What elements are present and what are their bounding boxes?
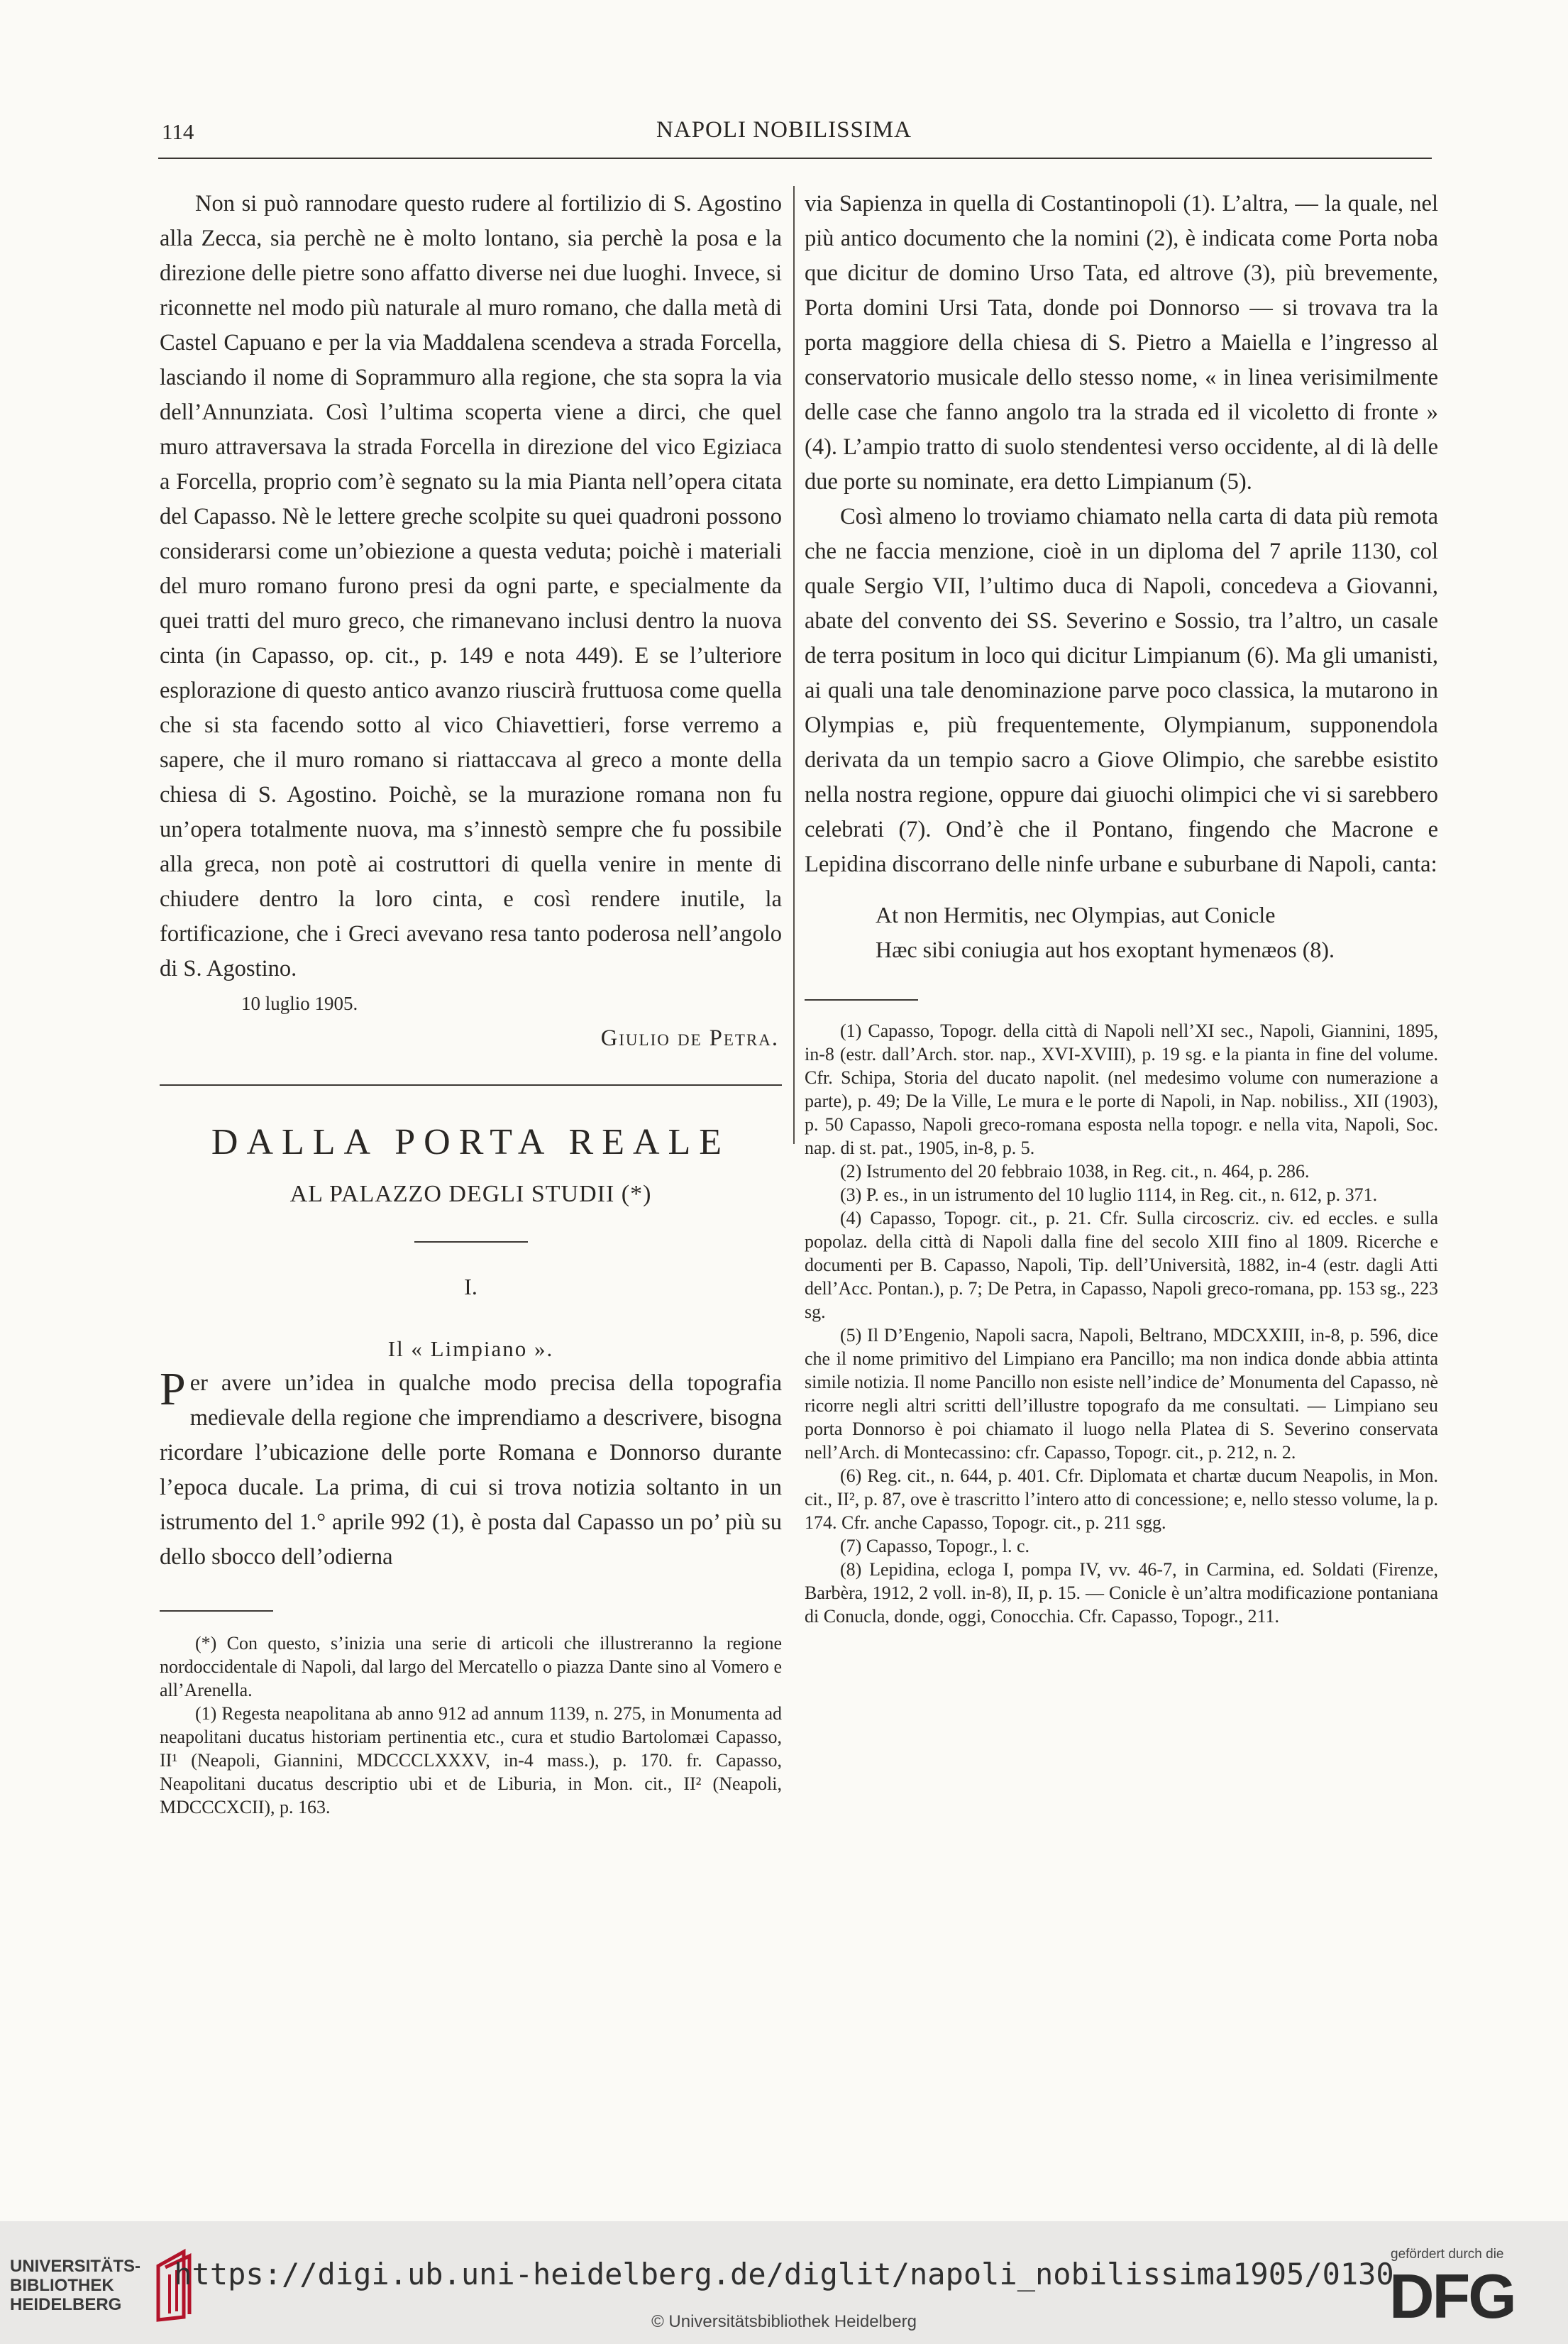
footnote: (6) Reg. cit., n. 644, p. 401. Cfr. Diplomata et chartæ ducum Neapolis, in Mon. cit., II², p. 87, ove è trascritto l’intero atto di concessione; e, nello stesso volume, la p. 174. Cfr. anche Capasso, Topogr. cit., p. 211 sgg.	[805, 1465, 1438, 1533]
footnote: (*) Con questo, s’inizia una serie di articoli che illustreranno la regione nordoccidentale di Napoli, dal largo del Mercatello o piazza Dante sino al Vomero e all’Arenella.	[160, 1633, 782, 1700]
section-rule	[160, 1084, 782, 1086]
library-name-line: HEIDELBERG	[10, 2295, 122, 2314]
left-column	[160, 187, 782, 1819]
verse-line: Hæc sibi coniugia aut hos exoptant hymenæos (8).	[876, 937, 1335, 962]
drop-cap: P	[160, 1363, 186, 1415]
section-number: I.	[464, 1274, 477, 1299]
footnote: (1) Capasso, Topogr. della città di Napoli nell’XI sec., Napoli, Giannini, 1895, in-8 (estr. dall’Arch. stor. nap., XVI-XVIII), p. 19 sg. e la pianta in fine del volume. Cfr. Schipa, Storia del ducato napolit. (nel medesimo volume con numerazione a parte), p. 49; De la Ville, Le mura e le porte di Napoli, in Nap. nobiliss., XII (1903), p. 50 Capasso, Napoli greco-romana esposta nella topogr. e nella vita, Napoli, Soc. nap. di st. pat., 1905, in-8, p. 5.	[805, 1020, 1438, 1158]
dfg-logo: DFG	[1389, 2261, 1515, 2331]
body-paragraph: Così almeno lo troviamo chiamato nella carta di data più remota che ne faccia menzione, cioè in un diploma del 7 aprile 1130, col quale Sergio VII, l’ultimo duca di Napoli, concedeva a Giovanni, abate del convento dei SS. Severino e Sossio, tra l’altro, un casale de terra positum in loco qui dicitur Limpianum (6). Ma gli umanisti, ai quali una tale denominazione parve poco classica, la mutarono in Olympias e, più frequentemente, Olympianum, supponendola derivata da un tempio sacro a Giove Olimpio, che sarebbe esistito nella nostra regione, oppure dai giuochi olimpici che vi si sarebbero celebrati (7). Ond’è che il Pontano, fingendo che Macrone e Lepidina discorrano delle ninfe urbane e suburbane di Napoli, canta:	[805, 504, 1438, 877]
footnote: (7) Capasso, Topogr., l. c.	[840, 1536, 1030, 1556]
library-name-line: UNIVERSITÄTS-	[10, 2257, 141, 2276]
page-number: 114	[162, 119, 194, 144]
article-paragraph-text: er avere un’idea in qualche modo precisa della topografia medievale della regione che imprendiamo a descrivere, bisogna ricordare l’ubicazione delle porte Romana e Donnorso durante l’epoca ducale. La prima, di cui si trova notizia soltanto in un istrumento del 1.° aprile 992 (1), è posta dal Capasso un po’ più su dello sbocco dell’odierna	[160, 1370, 782, 1570]
funded-by-label: gefördert durch die	[1391, 2247, 1504, 2262]
article-subtitle: AL PALAZZO DEGLI STUDII (*)	[289, 1181, 652, 1207]
title-rule	[414, 1241, 528, 1243]
author-signature: Giulio de Petra.	[600, 1025, 779, 1051]
header-rule	[158, 158, 1432, 159]
footnote: (4) Capasso, Topogr. cit., p. 21. Cfr. Sulla circoscriz. civ. ed eccles. e sulla popolaz. della città di Napoli dalla fine del secolo XIII fino al 1809. Ricerche e documenti per B. Capasso, Napoli, Tip. dell’Università, 1882, in-4 (estr. dagli Atti dell’Acc. Pontan.), p. 7; De Petra, in Capasso, Napoli greco-romana, pp. 153 sg., 223 sg.	[805, 1208, 1438, 1322]
body-paragraph: Non si può rannodare questo rudere al fortilizio di S. Agostino alla Zecca, sia perchè ne è molto lontano, sia perchè la posa e la direzione delle pietre sono affatto diverse nei due luoghi. Invece, si riconnette nel modo più naturale al muro romano, che dalla metà di Castel Capuano e per la via Maddalena scendeva a strada Forcella, lasciando il nome di Soprammuro alla regione, che sta sopra la via dell’Annunziata. Così l’ultima scoperta viene a dirci, che quel muro attraversava la strada Forcella in direzione del vico Egiziaca a Forcella, proprio com’è segnato su la mia Pianta nell’opera citata del Capasso. Nè le lettere greche scolpite su quei quadroni possono considerarsi come un’obiezione a questa veduta; poichè i materiali del muro romano furono presi da ogni parte, e specialmente da quei tratti del muro greco, che rimanevano inclusi dentro la nuova cinta (in Capasso, op. cit., p. 149 e nota 449). E se l’ulteriore esplorazione di questo antico avanzo riuscirà fruttuosa come quella che si sta facendo sotto al vico Chiavettieri, forse verremo a sapere, che il muro romano si riattaccava al greco a monte della chiesa di S. Agostino. Poichè, se la murazione romana non fu un’opera totalmente nuova, ma s’innestò sempre che fu possibile alla greca, non potè ai costruttori di quella venire in mente di chiudere dentro la loro cinta, e così rendere inutile, la fortificazione, che i Greci avevano resa tanto poderosa nell’angolo di S. Agostino.	[160, 191, 782, 981]
permalink-url[interactable]: https://digi.ub.uni-heidelberg.de/diglit/napoli_nobilissima1905/0130	[174, 2257, 1394, 2291]
article-first-paragraph	[160, 1363, 782, 1575]
footnotes-right	[805, 1019, 1438, 1628]
copyright-notice: © Universitätsbibliothek Heidelberg	[651, 2312, 917, 2331]
footnote: (3) P. es., in un istrumento del 10 luglio 1114, in Reg. cit., n. 612, p. 371.	[840, 1184, 1378, 1205]
right-column	[805, 187, 1438, 1628]
verse-line: At non Hermitis, nec Olympias, aut Conicle	[876, 902, 1276, 928]
footnote: (1) Regesta neapolitana ab anno 912 ad annum 1139, n. 275, in Monumenta ad neapolitani ducatus historiam pertinentia etc., cura et studio Bartolomæi Capasso, II¹ (Neapoli, Giannini, MDCCCLXXXV, in-4 mass.), p. 170. fr. Capasso, Neapolitani ducatus descriptio ubi et de Liburia, in Mon. cit., II² (Neapoli, MDCCCXCII), p. 163.	[160, 1703, 782, 1817]
footnote: (8) Lepidina, ecloga I, pompa IV, vv. 46-7, in Carmina, ed. Soldati (Firenze, Barbèra, 1912, 2 voll. in-8), II, p. 15. — Conicle è un’altra modificazione pontaniana di Conucla, donde, oggi, Conocchia. Cfr. Capasso, Topogr., 211.	[805, 1559, 1438, 1627]
footnote-rule	[805, 999, 918, 1001]
article-title: DALLA PORTA REALE	[211, 1122, 731, 1162]
body-paragraph: via Sapienza in quella di Costantinopoli (1). L’altra, — la quale, nel più antico documento che la nomini (2), è indicata come Porta noba que dicitur de domino Urso Tata, ed altrove (3), più brevemente, Porta domini Ursi Tata, donde poi Donnorso — si trovava tra la porta maggiore della chiesa di S. Pietro a Maiella e l’ingresso al conservatorio musicale dello stesso nome, « in linea verisimilmente delle case che fanno angolo tra la strada ed il vicoletto di fronte » (4). L’ampio tratto di suolo stendentesi verso occidente, al di là delle due porte su nominate, era detto Limpianum (5).	[805, 191, 1438, 495]
library-name-line: BIBLIOTHEK	[10, 2276, 114, 2295]
column-divider	[793, 186, 795, 1144]
footnotes-left	[160, 1632, 782, 1819]
footnote: (2) Istrumento del 20 febbraio 1038, in Reg. cit., n. 464, p. 286.	[840, 1161, 1310, 1182]
footnote: (5) Il D’Engenio, Napoli sacra, Napoli, Beltrano, MDCXXIII, in-8, p. 596, dice che il nome primitivo del Limpiano era Pancillo; ma non indica donde abbia attinta simile notizia. Il nome Pancillo non esiste nell’indice de’ Monumenta del Capasso, nè ricorre negli altri scritti dell’illustre topografo da me consultati. — Limpiano seu porta Donnorso è poi chiamato il luogo nella Platea di S. Severino conservata nell’Arch. di Montecassino: cfr. Capasso, Topogr. cit., p. 212, n. 2.	[805, 1325, 1438, 1463]
section-title: Il « Limpiano ».	[387, 1336, 554, 1361]
dateline: 10 luglio 1905.	[241, 993, 358, 1014]
footnote-rule	[160, 1610, 273, 1612]
running-title: NAPOLI NOBILISSIMA	[656, 117, 912, 143]
